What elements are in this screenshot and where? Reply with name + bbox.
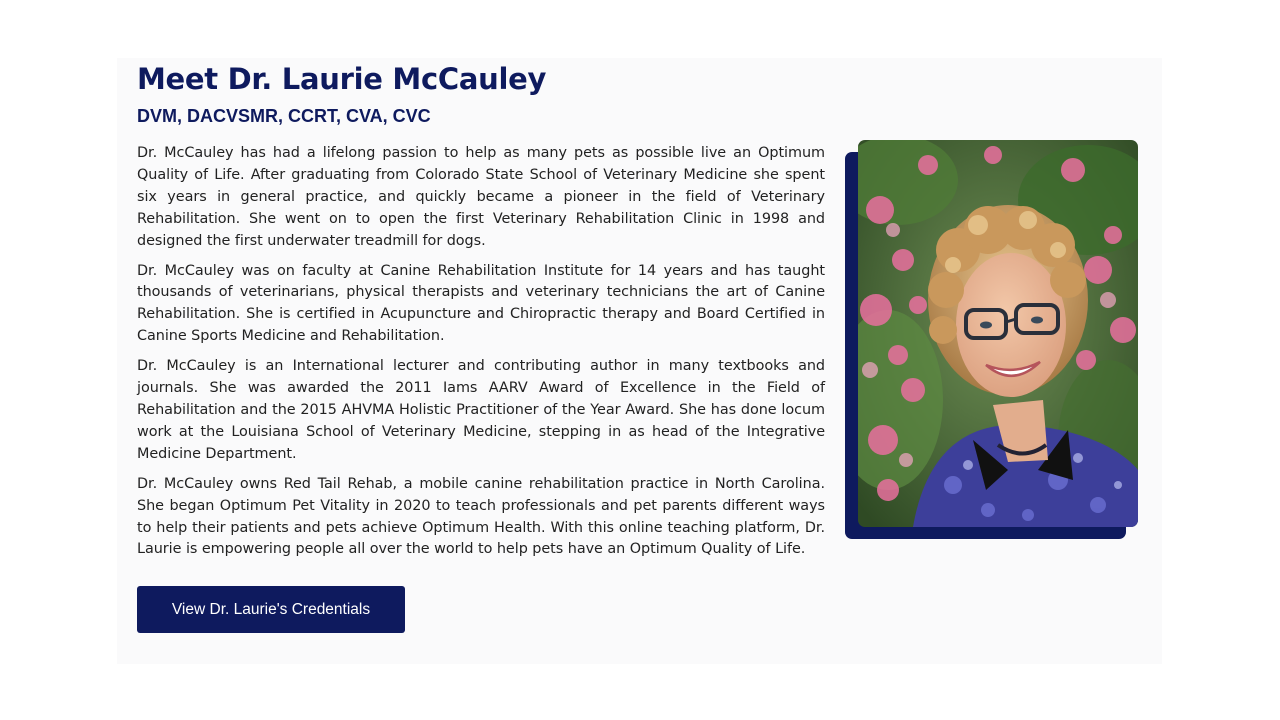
bio-paragraph-1: Dr. McCauley has had a lifelong passion to help as many pets as possible live an Optimum Quality of Life. After graduating from Colorado State School of Veterinary Medicine she spent six years in general practice, and quickly became a pioneer in the field of Veterinary Rehabilitation. She went on to open the first Veterinary Rehabilitation Clinic in 1998 and designed the first underwater treadmill for dogs. [137, 145, 825, 249]
bio-paragraph-3: Dr. McCauley is an International lecturer and contributing author in many textbooks and journals. She was awarded the 2011 Iams AARV Award of Excellence in the Field of Rehabilitation and the 2015 AHVMA Holistic Practitioner of the Year Award. She has done locum work at the Louisiana School of Veterinary Medicine, stepping in as head of the Integrative Medicine Department. [137, 358, 825, 462]
view-credentials-button[interactable]: View Dr. Laurie's Credentials [137, 586, 405, 633]
bio-text [137, 143, 825, 569]
bio-paragraph-2: Dr. McCauley was on faculty at Canine Rehabilitation Institute for 14 years and has taught thousands of veterinarians, physical therapists and veterinary technicians the art of Canine Rehabilitation. She is certified in Acupuncture and Chiropractic therapy and Board Certified in Canine Sports Medicine and Rehabilitation. [137, 262, 825, 345]
bio-paragraph-4: Dr. McCauley owns Red Tail Rehab, a mobile canine rehabilitation practice in North Carolina. She began Optimum Pet Vitality in 2020 to teach professionals and pet parents different ways to help their patients and pets achieve Optimum Health. With this online teaching platform, Dr. Laurie is empowering people all over the world to help pets have an Optimum Quality of Life. [137, 475, 825, 558]
credentials-subtitle: DVM, DACVSMR, CCRT, CVA, CVC [137, 106, 431, 126]
page-title: Meet Dr. Laurie McCauley [137, 62, 547, 96]
profile-photo [858, 140, 1138, 527]
